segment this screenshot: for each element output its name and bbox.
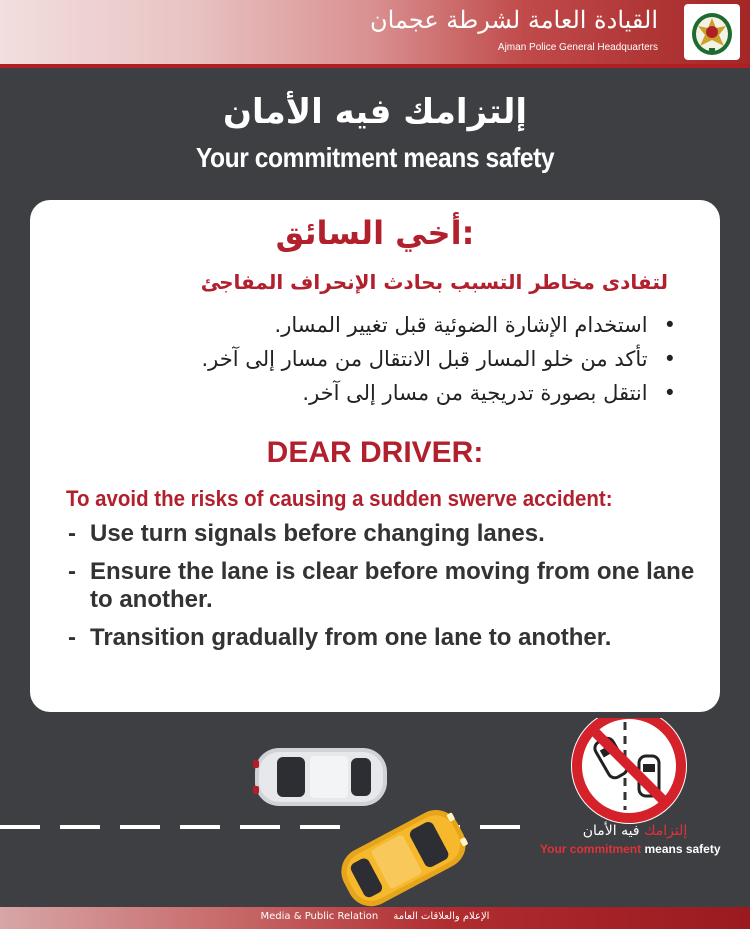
road-illustration [0,718,750,908]
list-item: • انتقل بصورة تدريجية من مسار إلى آخر. [78,376,678,410]
header-divider [0,64,750,68]
advice-card [30,200,720,712]
english-heading: DEAR DRIVER: [266,436,484,469]
footer-text [0,911,750,922]
slogan-arabic-white: فيه الأمان [582,823,640,839]
no-swerve-sign-icon [571,718,687,824]
english-tips-list [66,520,706,662]
slogan-arabic [555,823,715,839]
slogan-english [540,842,720,856]
english-subheading: To avoid the risks of causing a sudden swerve accident: [66,486,613,511]
title-arabic: إلتزامك فيه الأمان [222,92,528,132]
police-emblem [684,4,740,60]
footer-arabic: الإعلام والعلاقات العامة [393,911,490,922]
list-item: - Ensure the lane is clear before moving from one lane to another. [66,558,706,614]
arabic-subheading: لتفادى مخاطر التسبب بحادث الإنحراف المفاجئ [200,270,668,294]
footer-bar [0,907,750,929]
slogan-english-red: Your commitment [540,842,642,856]
slogan-arabic-red: إلتزامك [643,823,688,839]
org-name-english: Ajman Police General Headquarters [497,42,658,53]
arabic-heading: أخي السائق: [275,214,475,252]
silver-car-icon [253,748,387,806]
footer-english: Media & Public Relation [260,911,379,922]
emblem-icon [690,8,734,56]
slogan-english-white: means safety [644,842,721,856]
header-banner [0,0,750,64]
org-name-arabic: القيادة العامة لشرطة عجمان [370,6,658,34]
yellow-car-icon [333,802,474,908]
list-item: - Transition gradually from one lane to another. [66,624,706,652]
arabic-tips-list [78,308,678,410]
list-item: • استخدام الإشارة الضوئية قبل تغيير المسار. [78,308,678,342]
title-english: Your commitment means safety [195,142,555,173]
list-item: • تأكد من خلو المسار قبل الانتقال من مسار إلى آخر. [78,342,678,376]
list-item: - Use turn signals before changing lanes. [66,520,706,548]
